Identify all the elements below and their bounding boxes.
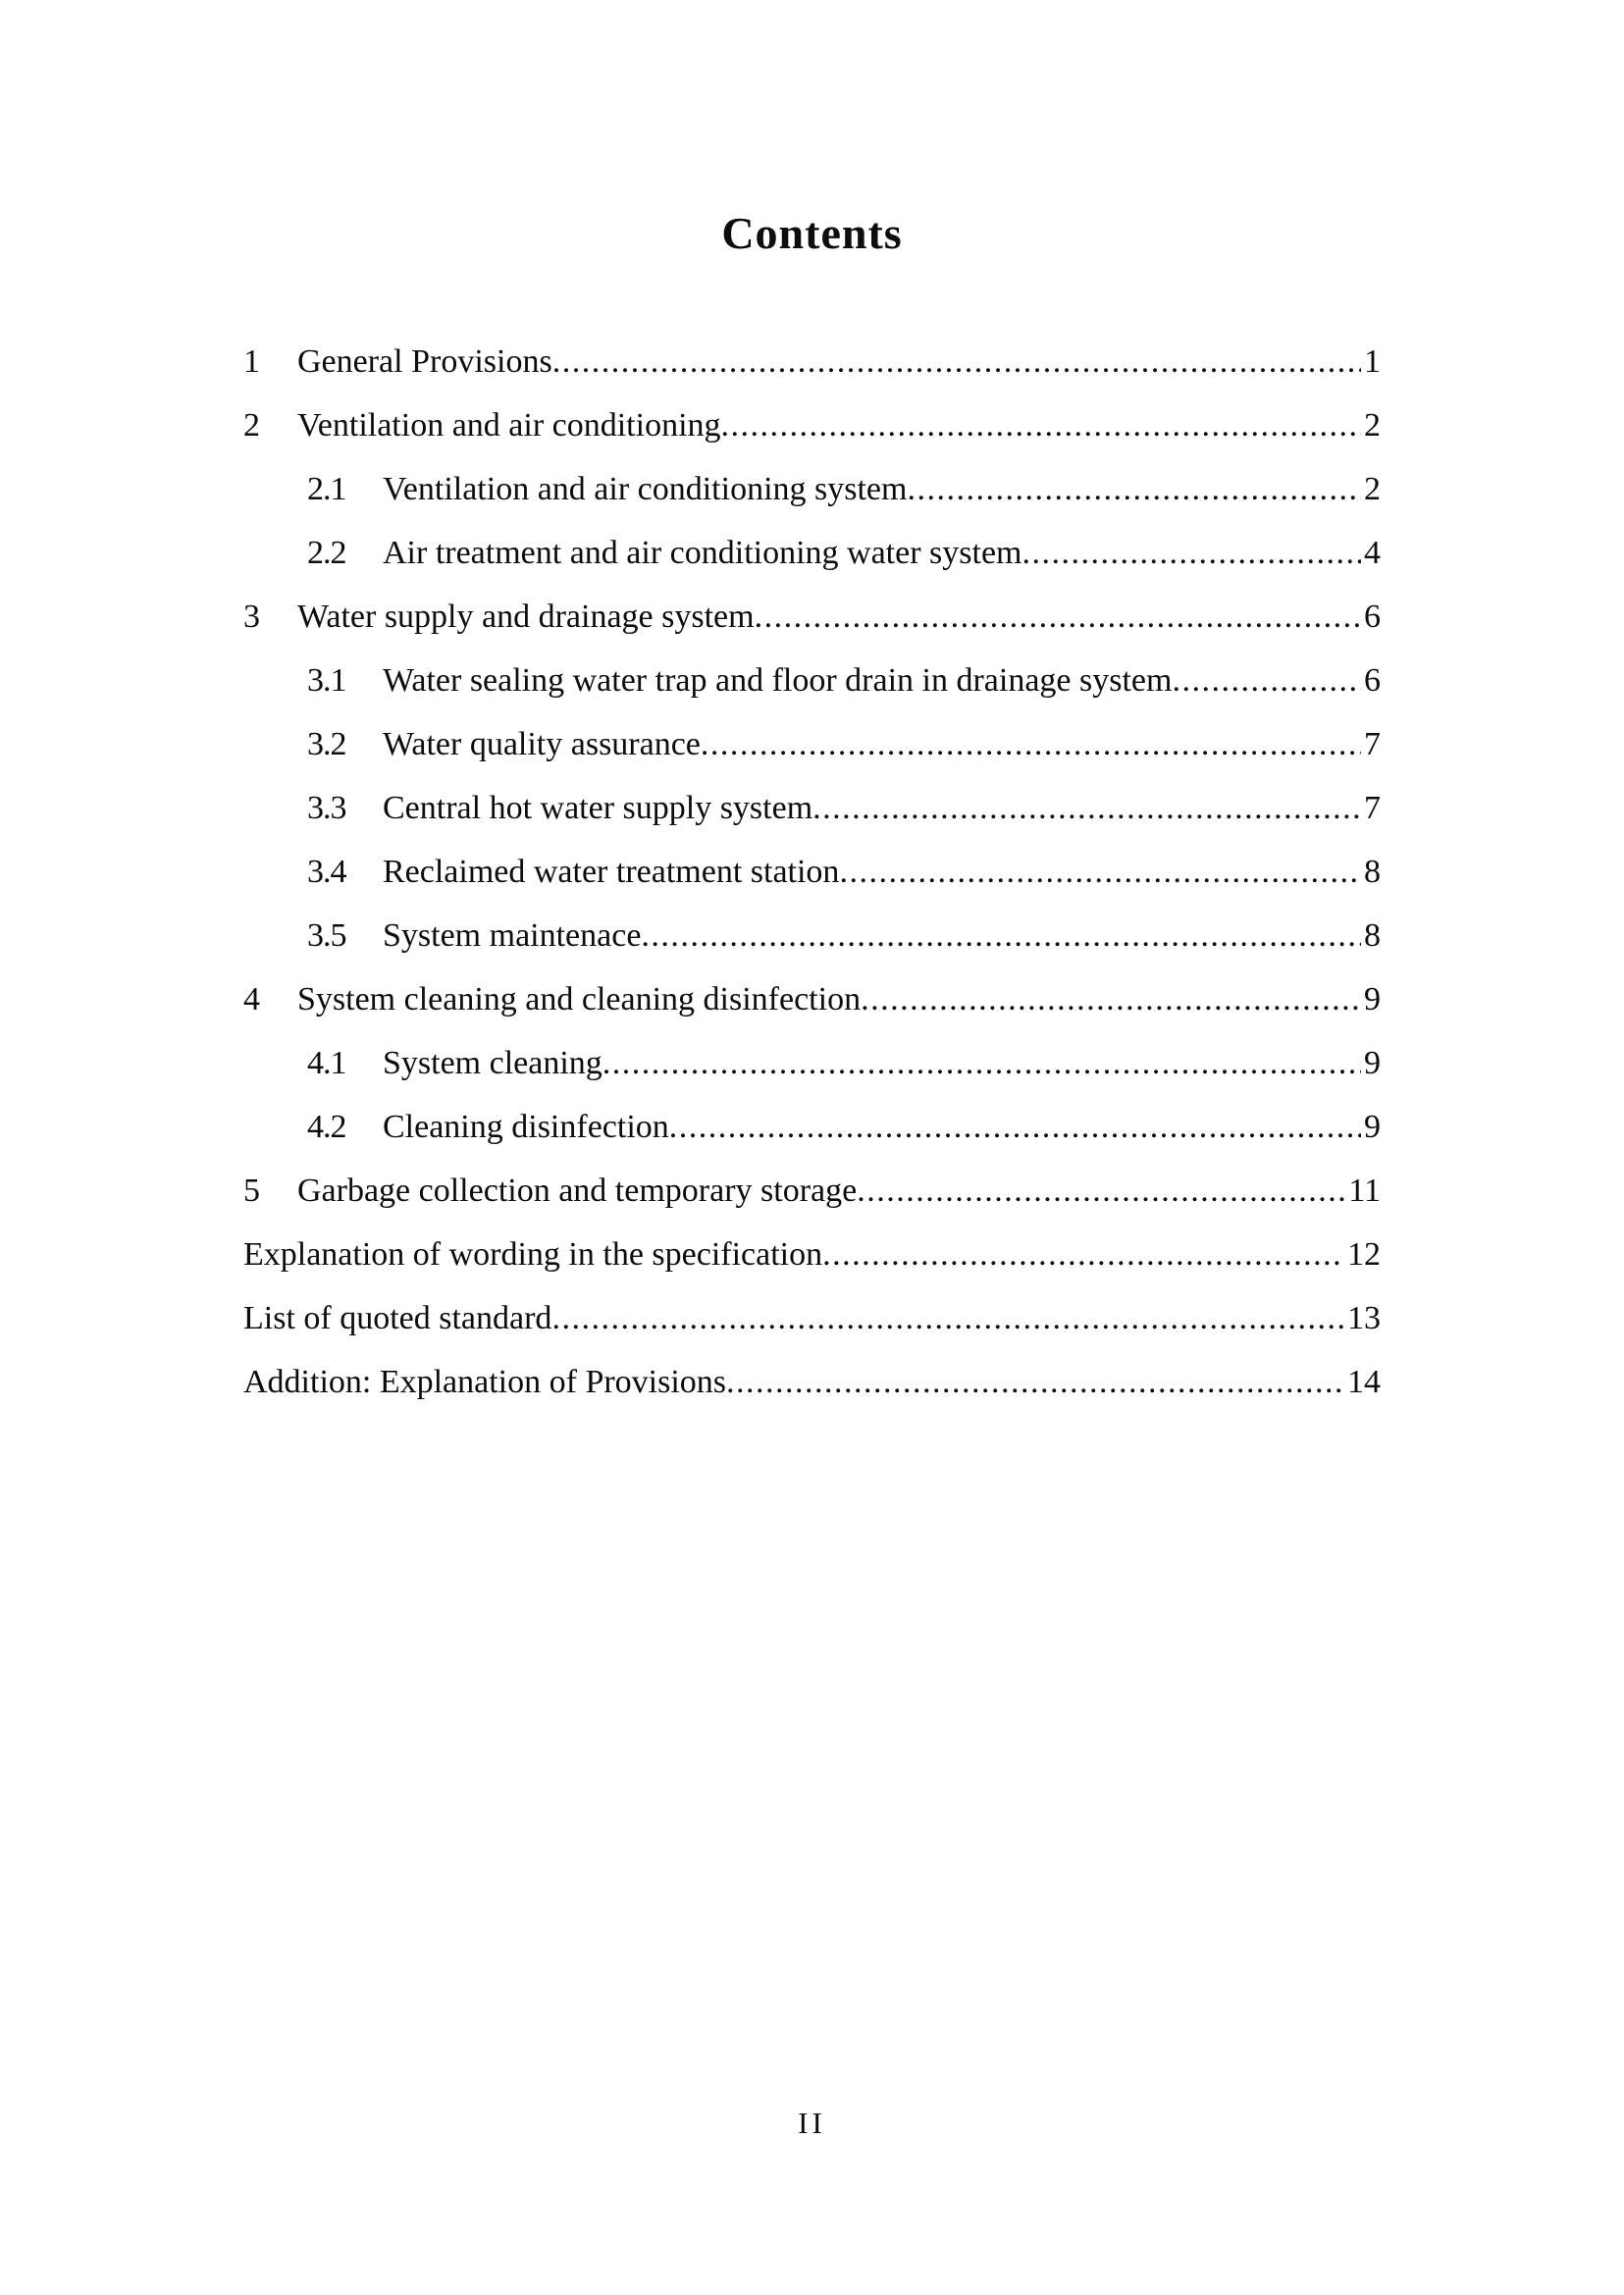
toc-leader-dots: [552, 330, 1361, 393]
toc-entry-title: System maintenace: [383, 917, 642, 954]
toc-leader-dots: [641, 904, 1361, 967]
toc-entry-page: 8: [1364, 917, 1381, 954]
toc-entry-title: Ventilation and air conditioning: [297, 407, 721, 443]
toc-entry-number: 4.1: [307, 1045, 346, 1081]
toc-leader-dots: [822, 1223, 1344, 1286]
toc-entry-page: 2: [1364, 407, 1381, 443]
toc-entry: [243, 904, 1381, 967]
toc-entry: [243, 585, 1381, 649]
toc-entry-number: 3.5: [307, 917, 346, 954]
toc-entry-number: 3.3: [307, 790, 346, 826]
toc-leader-dots: [1022, 521, 1361, 585]
toc-entry-title: General Provisions: [297, 343, 552, 380]
toc-entry-page: 9: [1364, 1045, 1381, 1081]
toc-entry: [243, 330, 1381, 393]
table-of-contents: [243, 330, 1381, 1414]
toc-entry-page: 7: [1364, 790, 1381, 826]
toc-leader-dots: [857, 1159, 1345, 1223]
toc-entry-page: 8: [1364, 854, 1381, 890]
footer-page-number: II: [798, 2106, 826, 2140]
toc-entry-title: System cleaning: [383, 1045, 602, 1081]
toc-entry-title: Addition: Explanation of Provisions: [243, 1364, 727, 1400]
toc-entry-number: 1: [243, 343, 260, 380]
toc-entry: [243, 840, 1381, 904]
toc-entry-page: 6: [1364, 662, 1381, 699]
toc-entry: [243, 1159, 1381, 1223]
toc-entry: [243, 1286, 1381, 1350]
toc-entry-title: Cleaning disinfection: [383, 1109, 669, 1145]
toc-entry-title: Air treatment and air conditioning water system: [383, 535, 1022, 571]
toc-leader-dots: [1172, 649, 1361, 712]
toc-entry-title: Ventilation and air conditioning system: [383, 471, 908, 507]
toc-entry: [243, 521, 1381, 585]
toc-entry-title: Water supply and drainage system: [297, 599, 755, 635]
toc-entry-page: 1: [1364, 343, 1381, 380]
toc-entry-page: 9: [1364, 981, 1381, 1017]
toc-entry: [243, 457, 1381, 521]
page-title: Contents: [721, 208, 903, 258]
toc-entry-number: 3.4: [307, 854, 346, 890]
toc-entry: [243, 649, 1381, 712]
toc-entry: [243, 393, 1381, 457]
toc-leader-dots: [602, 1031, 1361, 1095]
toc-entry-title: List of quoted standard: [243, 1300, 552, 1336]
toc-leader-dots: [701, 712, 1361, 776]
toc-leader-dots: [669, 1095, 1361, 1159]
toc-entry-number: 2.1: [307, 471, 346, 507]
toc-entry: [243, 1095, 1381, 1159]
toc-entry-page: 12: [1347, 1236, 1381, 1273]
toc-entry: [243, 712, 1381, 776]
toc-entry: [243, 1223, 1381, 1286]
toc-leader-dots: [907, 457, 1361, 521]
toc-entry-number: 3.1: [307, 662, 346, 699]
toc-entry-title: Explanation of wording in the specification: [243, 1236, 823, 1273]
toc-leader-dots: [812, 776, 1361, 840]
toc-entry-number: 2: [243, 407, 260, 443]
toc-leader-dots: [726, 1350, 1344, 1414]
toc-entry-page: 6: [1364, 599, 1381, 635]
toc-entry-title: Reclaimed water treatment station: [383, 854, 840, 890]
toc-entry-title: Central hot water supply system: [383, 790, 813, 826]
toc-entry-title: System cleaning and cleaning disinfection: [297, 981, 862, 1017]
toc-entry-page: 13: [1347, 1300, 1381, 1336]
toc-entry-page: 14: [1347, 1364, 1381, 1400]
toc-entry-page: 11: [1348, 1173, 1381, 1209]
toc-entry-page: 4: [1364, 535, 1381, 571]
toc-entry-title: Garbage collection and temporary storage: [297, 1173, 858, 1209]
toc-entry-page: 2: [1364, 471, 1381, 507]
toc-entry-number: 2.2: [307, 535, 346, 571]
toc-entry-number: 4.2: [307, 1109, 346, 1145]
toc-entry: [243, 776, 1381, 840]
toc-entry-number: 3: [243, 599, 260, 635]
toc-leader-dots: [551, 1286, 1344, 1350]
toc-entry-title: Water quality assurance: [383, 726, 701, 762]
toc-leader-dots: [861, 967, 1361, 1031]
toc-entry: [243, 1031, 1381, 1095]
toc-leader-dots: [721, 393, 1361, 457]
toc-entry-page: 7: [1364, 726, 1381, 762]
toc-entry-title: Water sealing water trap and floor drain in drainage system: [383, 662, 1173, 699]
toc-entry: [243, 1350, 1381, 1414]
toc-entry-number: 4: [243, 981, 260, 1017]
toc-leader-dots: [755, 585, 1361, 649]
toc-entry-page: 9: [1364, 1109, 1381, 1145]
toc-leader-dots: [839, 840, 1361, 904]
toc-entry: [243, 967, 1381, 1031]
toc-entry-number: 3.2: [307, 726, 346, 762]
toc-entry-number: 5: [243, 1173, 260, 1209]
